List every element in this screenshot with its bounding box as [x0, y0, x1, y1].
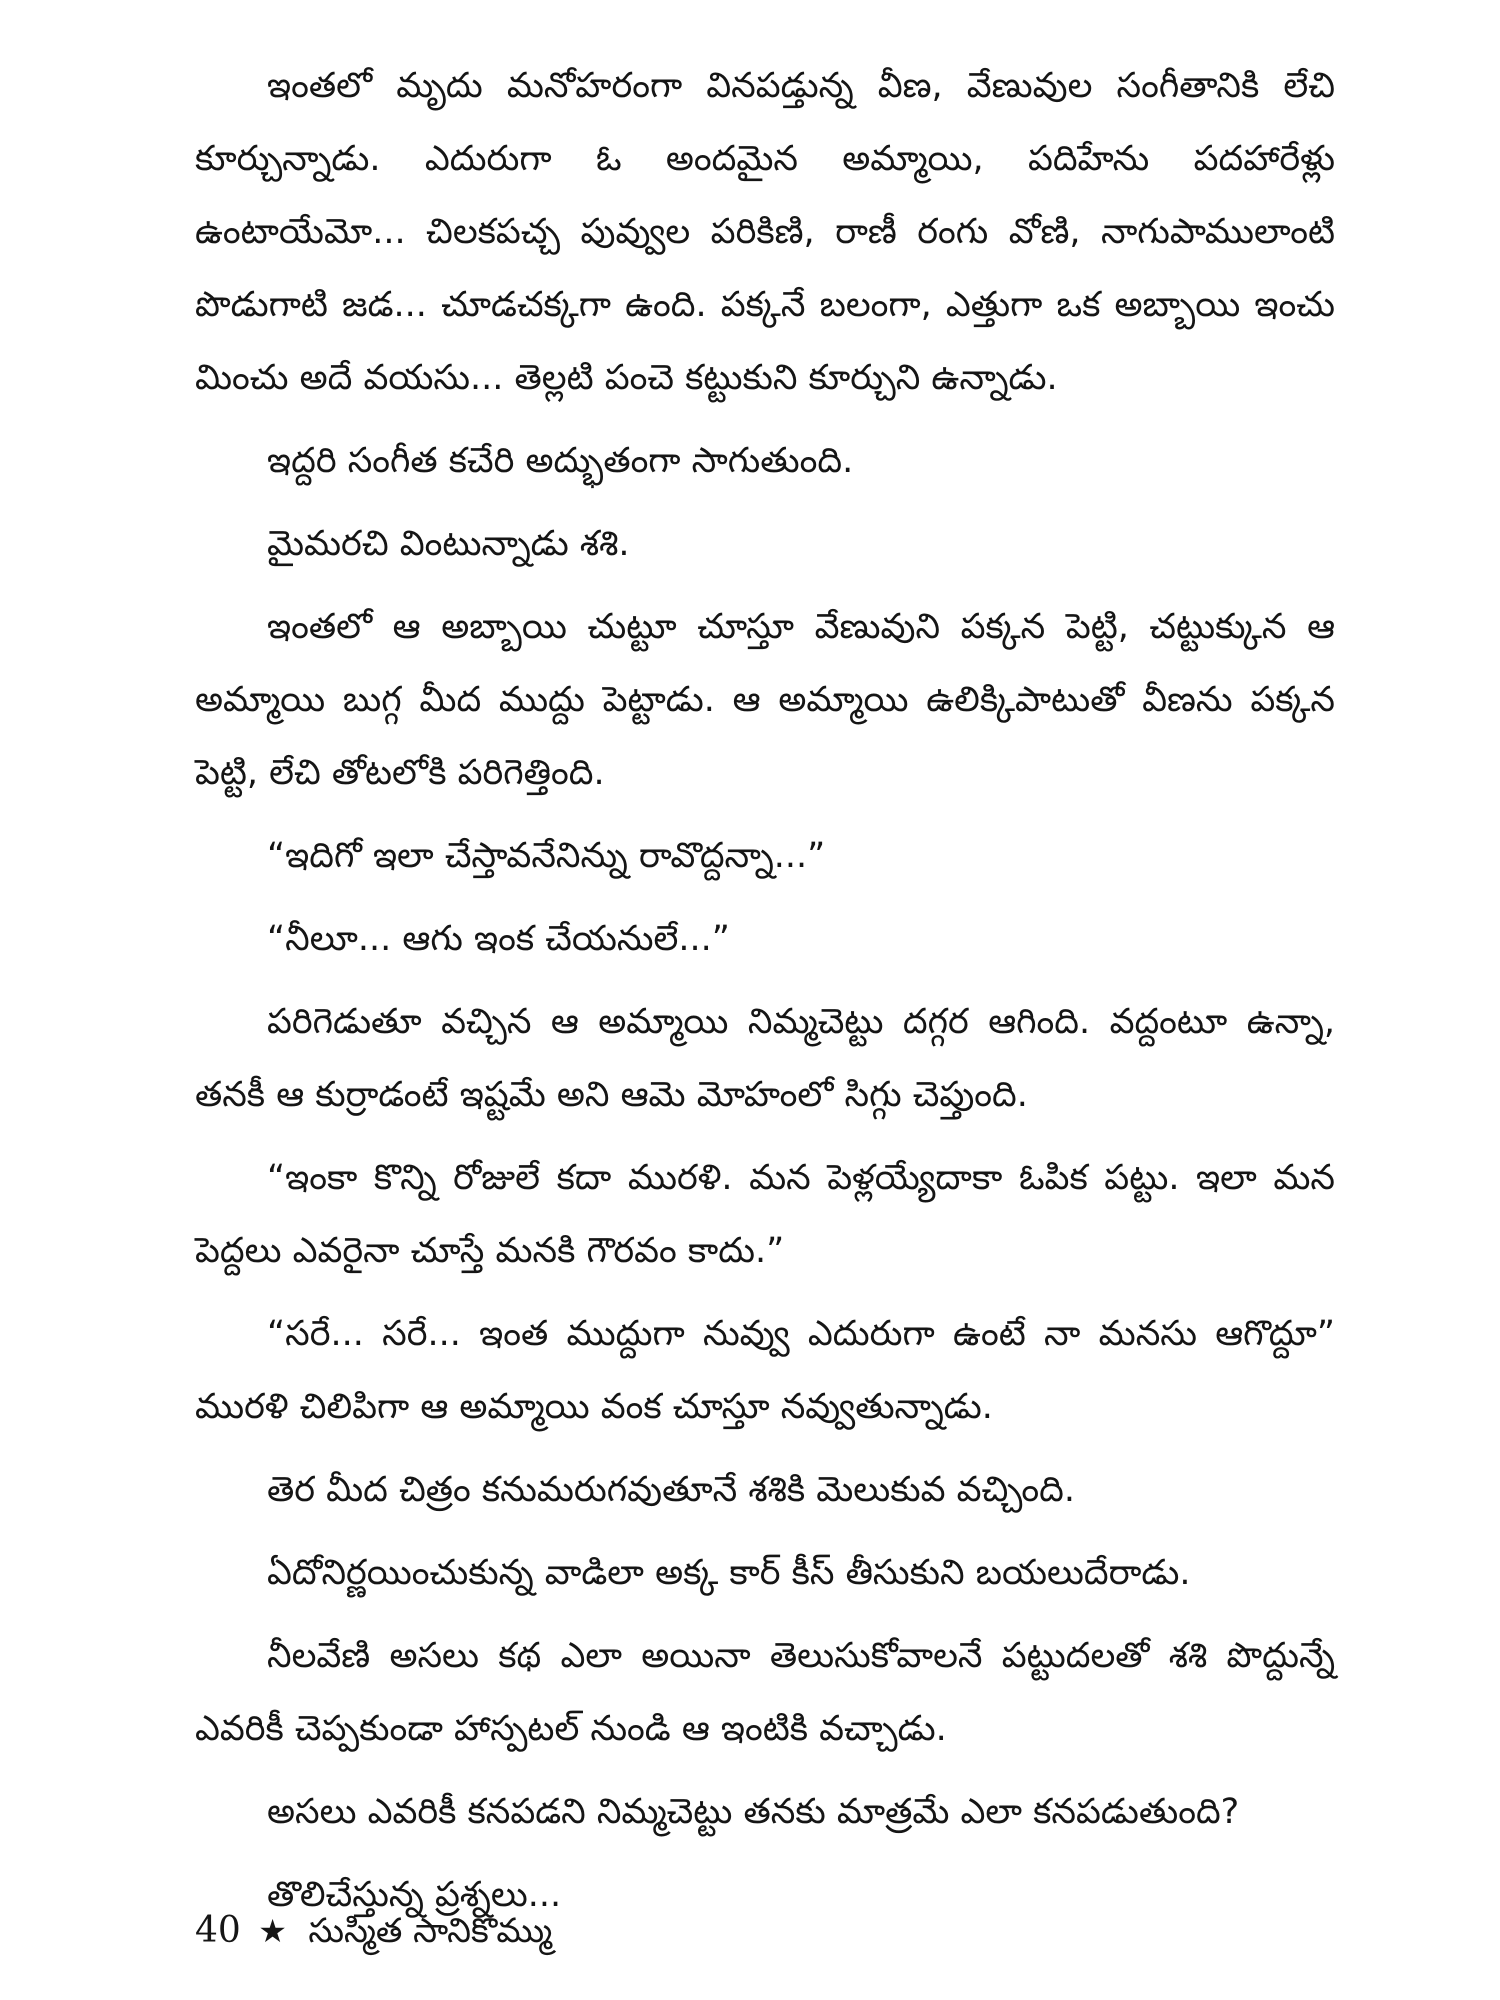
page-number: 40 [195, 1910, 241, 1951]
author-name: సుస్మిత సానికొమ్ము [308, 1911, 553, 1951]
page-footer [195, 1910, 552, 1959]
paragraph: అసలు ఎవరికీ కనపడని నిమ్మచెట్టు తనకు మాత్రమే ఎలా కనపడుతుంది? [267, 1792, 1240, 1832]
paragraph: ఇంతలో ఆ అబ్బాయి చుట్టూ చూస్తూ వేణువుని పక్కన పెట్టి, చట్టుక్కున ఆ అమ్మాయి బుగ్గ మీద ముద్దు పెట్టాడు. ఆ అమ్మాయి ఉలిక్కిపాటుతో వీణను పక్కన పెట్టి, లేచి తోటలోకి పరిగెత్తింది. [195, 607, 1335, 793]
star-icon: ★ [258, 1912, 287, 1950]
paragraph: “ఇదిగో ఇలా చేస్తావనేనిన్ను రావొద్దన్నా...” [267, 836, 826, 876]
paragraph: పరిగెడుతూ వచ్చిన ఆ అమ్మాయి నిమ్మచెట్టు దగ్గర ఆగింది. వద్దంటూ ఉన్నా, తనకీ ఆ కుర్రాడంటే ఇష్టమే అని ఆమె మోహంలో సిగ్గు చెప్తుంది. [195, 1002, 1335, 1115]
paragraph: తొలిచేస్తున్న ప్రశ్నలు... [267, 1875, 562, 1915]
paragraph: ఇంతలో మృదు మనోహరంగా వినపడ్తున్న వీణ, వేణువుల సంగీతానికి లేచి కూర్చున్నాడు. ఎదురుగా ఓ అందమైన అమ్మాయి, పదిహేను పదహారేళ్లు ఉంటాయేమో... చిలకపచ్చ పువ్వుల పరికిణి, రాణీ రంగు వోణి, నాగుపాములాంటి పొడుగాటి జడ... చూడచక్కగా ఉంది. పక్కనే బలంగా, ఎత్తుగా ఒక అబ్బాయి ఇంచు మించు అదే వయసు... తెల్లటి పంచె కట్టుకుని కూర్చుని ఉన్నాడు. [195, 66, 1335, 398]
paragraph: ఇద్దరి సంగీత కచేరి అద్భుతంగా సాగుతుంది. [267, 441, 854, 481]
paragraph: ఏదోనిర్ణయించుకున్న వాడిలా అక్క కార్ కీస్ తీసుకుని బయలుదేరాడు. [267, 1553, 1191, 1593]
paragraph: “నీలూ... ఆగు ఇంక చేయనులే...” [267, 919, 730, 959]
paragraph: “ఇంకా కొన్ని రోజులే కదా మురళి. మన పెళ్లయ్యేదాకా ఓపిక పట్టు. ఇలా మన పెద్దలు ఎవరైనా చూస్తే మనకి గౌరవం కాదు.” [195, 1158, 1335, 1271]
body-text [195, 50, 1335, 1932]
paragraph: మైమరచి వింటున్నాడు శశి. [267, 524, 630, 564]
paragraph: తెర మీద చిత్రం కనుమరుగవుతూనే శశికి మెలుకువ వచ్చింది. [267, 1470, 1075, 1510]
paragraph: నీలవేణి అసలు కథ ఎలా అయినా తెలుసుకోవాలనే పట్టుదలతో శశి పొద్దున్నే ఎవరికీ చెప్పకుండా హాస్పటల్ నుండి ఆ ఇంటికి వచ్చాడు. [195, 1636, 1335, 1749]
paragraph: “సరే... సరే... ఇంత ముద్దుగా నువ్వు ఎదురుగా ఉంటే నా మనసు ఆగొద్దూ” మురళి చిలిపిగా ఆ అమ్మాయి వంక చూస్తూ నవ్వుతున్నాడు. [195, 1314, 1335, 1427]
